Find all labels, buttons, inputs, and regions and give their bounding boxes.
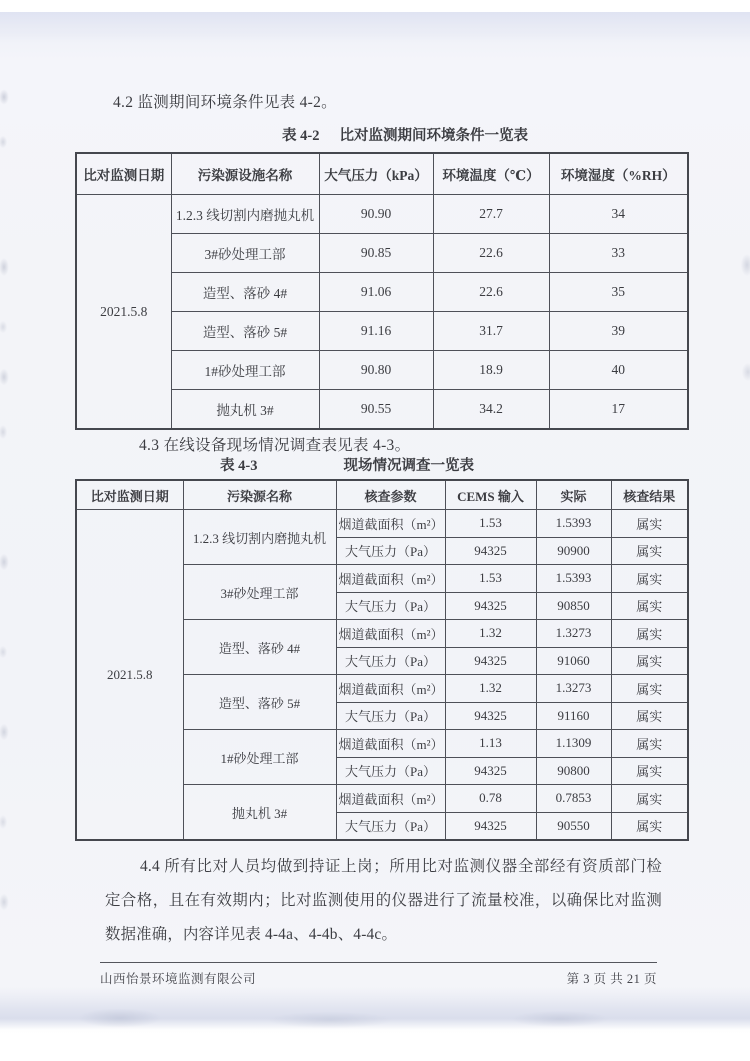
table-4-2-caption-title: 比对监测期间环境条件一览表 xyxy=(339,128,528,144)
parameter-cell: 大气压力（Pa） xyxy=(336,757,445,785)
cems-cell: 1.13 xyxy=(445,730,536,758)
cems-cell: 94325 xyxy=(445,702,536,730)
date-cell: 2021.5.8 xyxy=(76,195,171,430)
source-cell: 1#砂处理工部 xyxy=(171,351,319,390)
actual-cell: 1.3273 xyxy=(536,620,611,648)
result-cell: 属实 xyxy=(611,510,688,538)
temperature-cell: 18.9 xyxy=(433,351,549,390)
source-cell: 造型、落砂 4# xyxy=(171,273,319,312)
table-header-row xyxy=(76,480,688,510)
pressure-cell: 90.55 xyxy=(319,390,433,430)
temperature-cell: 22.6 xyxy=(433,234,549,273)
result-cell: 属实 xyxy=(611,702,688,730)
actual-cell: 90900 xyxy=(536,537,611,565)
parameter-cell: 大气压力（Pa） xyxy=(336,647,445,675)
parameter-cell: 烟道截面积（m²） xyxy=(336,675,445,703)
source-cell: 造型、落砂 4# xyxy=(183,620,336,675)
source-cell: 造型、落砂 5# xyxy=(183,675,336,730)
cems-cell: 1.32 xyxy=(445,620,536,648)
table-4-3-caption-title: 现场情况调查一览表 xyxy=(343,458,474,474)
temperature-cell: 31.7 xyxy=(433,312,549,351)
source-cell: 3#砂处理工部 xyxy=(183,565,336,620)
result-cell: 属实 xyxy=(611,647,688,675)
header-cell-date: 比对监测日期 xyxy=(76,480,183,510)
parameter-cell: 大气压力（Pa） xyxy=(336,702,445,730)
scan-artifact-left-edge xyxy=(0,85,16,925)
actual-cell: 90850 xyxy=(536,592,611,620)
actual-cell: 1.1309 xyxy=(536,730,611,758)
footer-page-number: 第 3 页 共 21 页 xyxy=(566,972,657,986)
humidity-cell: 39 xyxy=(549,312,688,351)
result-cell: 属实 xyxy=(611,620,688,648)
source-cell: 抛丸机 3# xyxy=(183,785,336,841)
humidity-cell: 34 xyxy=(549,195,688,234)
parameter-cell: 大气压力（Pa） xyxy=(336,537,445,565)
header-cell-result: 核查结果 xyxy=(611,480,688,510)
table-row xyxy=(76,195,688,234)
result-cell: 属实 xyxy=(611,757,688,785)
pressure-cell: 90.90 xyxy=(319,195,433,234)
actual-cell: 0.7853 xyxy=(536,785,611,813)
header-cell-actual: 实际 xyxy=(536,480,611,510)
scan-artifact-bottom-band xyxy=(0,986,750,1036)
pressure-cell: 90.80 xyxy=(319,351,433,390)
pressure-cell: 91.06 xyxy=(319,273,433,312)
result-cell: 属实 xyxy=(611,785,688,813)
source-cell: 1#砂处理工部 xyxy=(183,730,336,785)
source-cell: 1.2.3 线切割内磨抛丸机 xyxy=(171,195,319,234)
parameter-cell: 烟道截面积（m²） xyxy=(336,785,445,813)
scan-artifact-right-edge xyxy=(732,240,750,400)
table-4-3-caption xyxy=(75,458,687,475)
section-4-4-text: 4.4 所有比对人员均做到持证上岗；所用比对监测仪器全部经有资质部门检定合格，且在有效期内；比对监测使用的仪器进行了流量校准，以确保比对监测数据准确，内容详见表 4-4a、4-4b、4-4c。 xyxy=(105,858,662,943)
page-footer xyxy=(100,962,657,987)
pressure-cell: 91.16 xyxy=(319,312,433,351)
humidity-cell: 35 xyxy=(549,273,688,312)
parameter-cell: 烟道截面积（m²） xyxy=(336,730,445,758)
cems-cell: 94325 xyxy=(445,812,536,840)
temperature-cell: 22.6 xyxy=(433,273,549,312)
cems-cell: 94325 xyxy=(445,592,536,620)
header-cell-source: 污染源名称 xyxy=(183,480,336,510)
header-cell-date: 比对监测日期 xyxy=(76,153,171,195)
actual-cell: 91160 xyxy=(536,702,611,730)
actual-cell: 90800 xyxy=(536,757,611,785)
result-cell: 属实 xyxy=(611,675,688,703)
cems-cell: 94325 xyxy=(445,647,536,675)
cems-cell: 94325 xyxy=(445,537,536,565)
parameter-cell: 烟道截面积（m²） xyxy=(336,510,445,538)
source-cell: 抛丸机 3# xyxy=(171,390,319,430)
source-cell: 3#砂处理工部 xyxy=(171,234,319,273)
source-cell: 造型、落砂 5# xyxy=(171,312,319,351)
section-4-3-text: 4.3 在线设备现场情况调查表见表 4-3。 xyxy=(139,437,411,454)
section-4-2-text: 4.2 监测期间环境条件见表 4-2。 xyxy=(113,94,337,111)
parameter-cell: 大气压力（Pa） xyxy=(336,812,445,840)
parameter-cell: 烟道截面积（m²） xyxy=(336,620,445,648)
humidity-cell: 33 xyxy=(549,234,688,273)
header-cell-temperature: 环境温度（℃） xyxy=(433,153,549,195)
cems-cell: 0.78 xyxy=(445,785,536,813)
parameter-cell: 烟道截面积（m²） xyxy=(336,565,445,593)
header-cell-source: 污染源设施名称 xyxy=(171,153,319,195)
actual-cell: 91060 xyxy=(536,647,611,675)
temperature-cell: 34.2 xyxy=(433,390,549,430)
pressure-cell: 90.85 xyxy=(319,234,433,273)
header-cell-humidity: 环境湿度（%RH） xyxy=(549,153,688,195)
header-cell-cems-input: CEMS 输入 xyxy=(445,480,536,510)
humidity-cell: 40 xyxy=(549,351,688,390)
actual-cell: 90550 xyxy=(536,812,611,840)
header-cell-parameter: 核查参数 xyxy=(336,480,445,510)
cems-cell: 1.53 xyxy=(445,510,536,538)
page-content xyxy=(75,0,687,952)
result-cell: 属实 xyxy=(611,592,688,620)
result-cell: 属实 xyxy=(611,565,688,593)
result-cell: 属实 xyxy=(611,812,688,840)
cems-cell: 94325 xyxy=(445,757,536,785)
cems-cell: 1.32 xyxy=(445,675,536,703)
actual-cell: 1.5393 xyxy=(536,565,611,593)
actual-cell: 1.3273 xyxy=(536,675,611,703)
temperature-cell: 27.7 xyxy=(433,195,549,234)
table-4-3-caption-label: 表 4-3 xyxy=(220,458,258,474)
parameter-cell: 大气压力（Pa） xyxy=(336,592,445,620)
result-cell: 属实 xyxy=(611,730,688,758)
actual-cell: 1.5393 xyxy=(536,510,611,538)
table-4-2-caption xyxy=(75,128,687,145)
table-env-conditions xyxy=(75,152,689,430)
table-row xyxy=(76,510,688,538)
date-cell: 2021.5.8 xyxy=(76,510,183,841)
result-cell: 属实 xyxy=(611,537,688,565)
table-4-2-caption-label: 表 4-2 xyxy=(282,128,320,144)
table-header-row xyxy=(76,153,688,195)
footer-company-name: 山西怡景环境监测有限公司 xyxy=(100,972,257,986)
source-cell: 1.2.3 线切割内磨抛丸机 xyxy=(183,510,336,565)
header-cell-pressure: 大气压力（kPa） xyxy=(319,153,433,195)
humidity-cell: 17 xyxy=(549,390,688,430)
table-site-survey xyxy=(75,479,689,841)
cems-cell: 1.53 xyxy=(445,565,536,593)
